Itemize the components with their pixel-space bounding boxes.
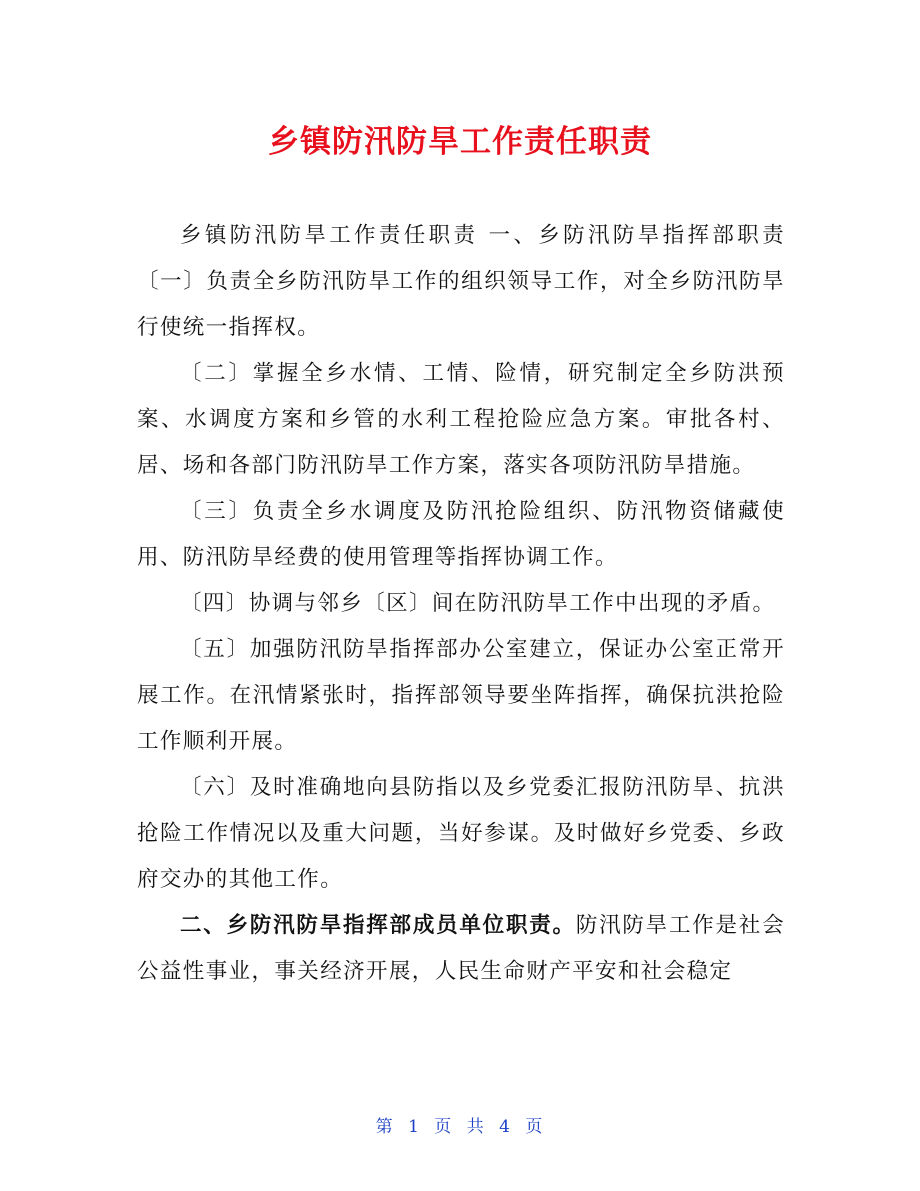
section-heading: 二、乡防汛防旱指挥部成员单位职责。 <box>180 913 576 938</box>
footer-label-unit: 页 <box>434 1117 454 1137</box>
paragraph-2: 〔二〕掌握全乡水情、工情、险情，研究制定全乡防洪预案、水调度方案和乡管的水利工程抢险应急方案。审批各村、居、场和各部门防汛防旱工作方案，落实各项防汛防旱措施。 <box>137 361 785 478</box>
document-body <box>137 213 785 995</box>
paragraph-6: 〔六〕及时准确地向县防指以及乡党委汇报防汛防旱、抗洪抢险工作情况以及重大问题，当好参谋。及时做好乡党委、乡政府交办的其他工作。 <box>137 775 785 892</box>
paragraph-7-text: 防汛防旱工作是社会公益性事业，事关经济开展，人民生命财产平安和社会稳定 <box>137 913 785 984</box>
paragraph-3: 〔三〕负责全乡水调度及防汛抢险组织、防汛物资储藏使用、防汛防旱经费的使用管理等指挥协调工作。 <box>137 499 785 570</box>
footer-label-page: 第 <box>375 1117 395 1137</box>
paragraph-1: 乡镇防汛防旱工作责任职责 一、乡防汛防旱指挥部职责〔一〕负责全乡防汛防旱工作的组织领导工作，对全乡防汛防旱行使统一指挥权。 <box>137 223 785 340</box>
footer-label-total: 共 <box>466 1117 486 1137</box>
footer-current-page: 1 <box>408 1117 421 1137</box>
page-footer <box>0 1112 920 1137</box>
paragraph-7 <box>137 903 785 995</box>
paragraph-4: 〔四〕协调与邻乡〔区〕间在防汛防旱工作中出现的矛盾。 <box>180 591 776 616</box>
footer-total-pages: 4 <box>499 1117 512 1137</box>
footer-label-unit-2: 页 <box>525 1117 545 1137</box>
paragraph-5: 〔五〕加强防汛防旱指挥部办公室建立，保证办公室正常开展工作。在汛情紧张时，指挥部领导要坐阵指挥，确保抗洪抢险工作顺利开展。 <box>137 637 785 754</box>
document-title: 乡镇防汛防旱工作责任职责 <box>268 124 652 160</box>
